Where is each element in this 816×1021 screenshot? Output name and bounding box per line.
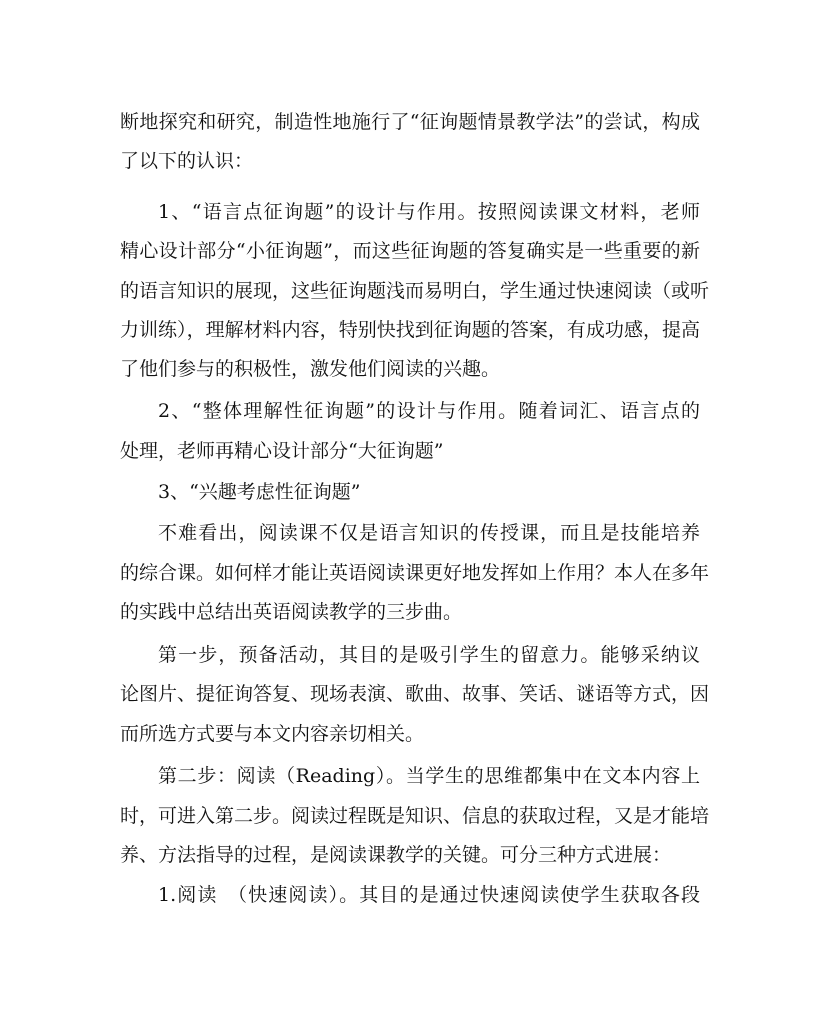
text-line: 论图片、提征询答复、现场表演、歌曲、故事、笑话、谜语等方式，因 — [120, 683, 710, 705]
text-line: 的语言知识的展现，这些征询题浅而易明白，学生通过快速阅读（或听 — [120, 280, 710, 302]
text-line: 1.阅读 （快速阅读）。其目的是通过快速阅读使学生获取各段 — [158, 884, 700, 906]
text-line: 1、“语言点征询题”的设计与作用。按照阅读课文材料，老师 — [158, 201, 700, 223]
text-line: 力训练），理解材料内容，特别快找到征询题的答案，有成功感，提高 — [120, 319, 700, 341]
text-line: 养、方法指导的过程，是阅读课教学的关键。可分三种方式进展： — [120, 844, 672, 866]
text-line: 第一步，预备活动，其目的是吸引学生的留意力。能够采纳议 — [158, 644, 700, 666]
text-line: 不难看出，阅读课不仅是语言知识的传授课，而且是技能培养 — [158, 522, 700, 544]
text-line: 时，可进入第二步。阅读过程既是知识、信息的获取过程，又是才能培 — [120, 805, 710, 827]
text-line: 的实践中总结出英语阅读教学的三步曲。 — [120, 601, 463, 623]
text-line: 了以下的认识： — [120, 150, 254, 172]
text-line: 第二步：阅读（Reading）。当学生的思维都集中在文本内容上 — [158, 765, 700, 787]
text-line: 断地探究和研究，制造性地施行了“征询题情景教学法”的尝试，构成 — [120, 111, 700, 133]
text-line: 的综合课。如何样才能让英语阅读课更好地发挥如上作用？本人在多年 — [120, 562, 710, 584]
text-line: 处理，老师再精心设计部分“大征询题” — [120, 440, 444, 462]
text-line: 3、“兴趣考虑性征询题” — [158, 481, 361, 503]
text-line: 而所选方式要与本文内容亲切相关。 — [120, 723, 425, 745]
text-line: 了他们参与的积极性，激发他们阅读的兴趣。 — [120, 358, 501, 380]
text-line: 2、“整体理解性征询题”的设计与作用。随着词汇、语言点的 — [158, 400, 700, 422]
text-line: 精心设计部分“小征询题”，而这些征询题的答复确实是一些重要的新 — [120, 240, 700, 262]
